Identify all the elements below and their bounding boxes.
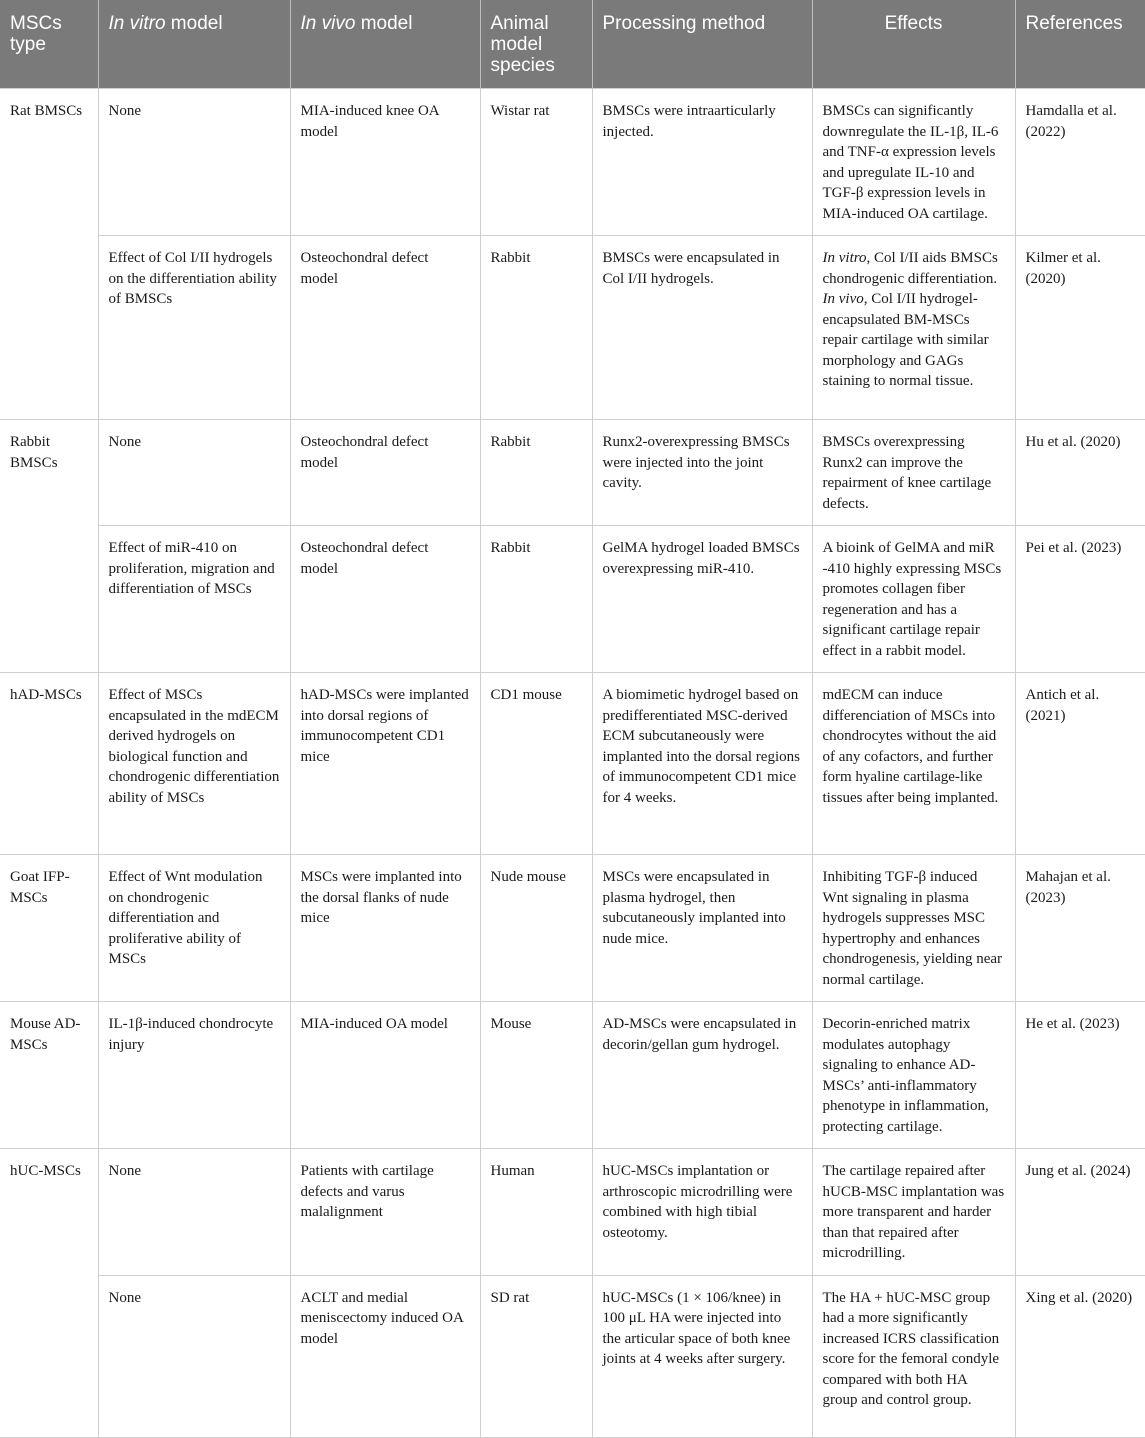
cell-method: MSCs were encapsulated in plasma hydrogel, then subcutaneously implanted into nude mice. (592, 855, 812, 1002)
cell-in-vitro: None (98, 420, 290, 526)
cell-in-vivo: MIA-induced OA model (290, 1002, 480, 1149)
cell-species: Rabbit (480, 236, 592, 420)
cell-method: A biomimetic hydrogel based on predifferentiated MSC-derived ECM subcutaneously were implanted into the dorsal regions of immunocompetent CD1 mice for 4 weeks. (592, 673, 812, 855)
cell-reference: He et al. (2023) (1015, 1002, 1145, 1149)
header-in-vitro-rest: model (165, 13, 223, 34)
cell-effects: BMSCs overexpressing Runx2 can improve the repairment of knee cartilage defects. (812, 420, 1015, 526)
cell-effects: BMSCs can significantly downregulate the IL-1β, IL-6 and TNF-α expression levels and upregulate IL-10 and TGF-β expression levels in MIA-induced OA cartilage. (812, 89, 1015, 236)
effects-in-vitro-paragraph (823, 248, 1005, 289)
header-row (0, 0, 1145, 89)
cell-method: hUC-MSCs implantation or arthroscopic microdrilling were combined with high tibial osteotomy. (592, 1149, 812, 1276)
cell-reference: Xing et al. (2020) (1015, 1275, 1145, 1437)
cell-msc-type: Rabbit BMSCs (0, 420, 98, 673)
cell-in-vitro: Effect of miR-410 on proliferation, migration and differentiation of MSCs (98, 526, 290, 673)
cell-in-vivo: Osteochondral defect model (290, 420, 480, 526)
cell-in-vitro: Effect of MSCs encapsulated in the mdECM derived hydrogels on biological function and chondrogenic differentiation ability of MSCs (98, 673, 290, 855)
cell-reference: Pei et al. (2023) (1015, 526, 1145, 673)
header-effects: Effects (812, 0, 1015, 89)
cell-species: CD1 mouse (480, 673, 592, 855)
cell-in-vivo: Osteochondral defect model (290, 236, 480, 420)
header-msc-type: MSCs type (0, 0, 98, 89)
cell-effects: A bioink of GelMA and miR -410 highly expressing MSCs promotes collagen fiber regeneration and has a significant cartilage repair effect in a rabbit model. (812, 526, 1015, 673)
cell-reference: Antich et al. (2021) (1015, 673, 1145, 855)
table-row (0, 673, 1145, 855)
cell-in-vivo: ACLT and medial meniscectomy induced OA model (290, 1275, 480, 1437)
cell-species: Rabbit (480, 526, 592, 673)
cell-reference: Hu et al. (2020) (1015, 420, 1145, 526)
table-row (0, 855, 1145, 1002)
cell-in-vivo: hAD-MSCs were implanted into dorsal regions of immunocompetent CD1 mice (290, 673, 480, 855)
header-in-vivo-rest: model (355, 13, 413, 34)
cell-effects: The HA + hUC-MSC group had a more significantly increased ICRS classification score for the femoral condyle compared with both HA group and control group. (812, 1275, 1015, 1437)
cell-reference: Kilmer et al. (2020) (1015, 236, 1145, 420)
table-row (0, 1002, 1145, 1149)
cell-in-vivo: MSCs were implanted into the dorsal flanks of nude mice (290, 855, 480, 1002)
cell-in-vivo: Patients with cartilage defects and varus malalignment (290, 1149, 480, 1276)
cell-in-vitro: Effect of Wnt modulation on chondrogenic differentiation and proliferative ability of MSCs (98, 855, 290, 1002)
effects-in-vivo-italic: In vivo (822, 291, 864, 307)
cell-reference: Hamdalla et al. (2022) (1015, 89, 1145, 236)
cell-in-vivo: MIA-induced knee OA model (290, 89, 480, 236)
cell-msc-type: Mouse AD-MSCs (0, 1002, 98, 1149)
cell-method: BMSCs were encapsulated in Col I/II hydrogels. (592, 236, 812, 420)
cell-species: Human (480, 1149, 592, 1276)
cell-effects: The cartilage repaired after hUCB-MSC implantation was more transparent and harder than that repaired after microdrilling. (812, 1149, 1015, 1276)
table-row (0, 1275, 1145, 1437)
table-body (0, 89, 1145, 1438)
cell-effects: mdECM can induce differenciation of MSCs into chondrocytes without the aid of any cofactors, and further form hyaline cartilage-like tissues after being implanted. (812, 673, 1015, 855)
cell-msc-type: Goat IFP-MSCs (0, 855, 98, 1002)
cell-method: GelMA hydrogel loaded BMSCs overexpressing miR-410. (592, 526, 812, 673)
cell-method: AD-MSCs were encapsulated in decorin/gellan gum hydrogel. (592, 1002, 812, 1149)
header-references: References (1015, 0, 1145, 89)
cell-effects: Decorin-enriched matrix modulates autophagy signaling to enhance AD-MSCs’ anti-inflammatory phenotype in inflammation, protecting cartilage. (812, 1002, 1015, 1149)
table-row (0, 89, 1145, 236)
header-in-vitro-italic: In vitro (108, 13, 166, 34)
table-row (0, 236, 1145, 420)
table-row (0, 420, 1145, 526)
header-processing-method: Processing method (592, 0, 812, 89)
cell-msc-type: Rat BMSCs (0, 89, 98, 420)
cell-method: BMSCs were intraarticularly injected. (592, 89, 812, 236)
cell-in-vitro: None (98, 1149, 290, 1276)
cell-in-vitro: None (98, 89, 290, 236)
effects-in-vitro-italic: In vitro (822, 250, 867, 266)
cell-species: Wistar rat (480, 89, 592, 236)
cell-species: Nude mouse (480, 855, 592, 1002)
cell-method: Runx2-overexpressing BMSCs were injected into the joint cavity. (592, 420, 812, 526)
table-row (0, 1149, 1145, 1276)
cell-in-vitro: IL-1β-induced chondrocyte injury (98, 1002, 290, 1149)
effects-in-vivo-text: , Col I/II hydrogel-encapsulated BM-MSCs repair cartilage with similar morphology and GAGs staining to normal tissue. (822, 291, 989, 389)
header-in-vitro-model (98, 0, 290, 89)
cell-method: hUC-MSCs (1 × 106/knee) in 100 μL HA were injected into the articular space of both knee joints at 4 weeks after surgery. (592, 1275, 812, 1437)
cell-reference: Jung et al. (2024) (1015, 1149, 1145, 1276)
cell-msc-type: hAD-MSCs (0, 673, 98, 855)
cell-in-vivo: Osteochondral defect model (290, 526, 480, 673)
cell-effects: Inhibiting TGF-β induced Wnt signaling in plasma hydrogels suppresses MSC hypertrophy and enhances chondrogenesis, yielding near normal cartilage. (812, 855, 1015, 1002)
header-in-vivo-model (290, 0, 480, 89)
cell-msc-type: hUC-MSCs (0, 1149, 98, 1438)
header-in-vivo-italic: In vivo (300, 13, 356, 34)
table-header (0, 0, 1145, 89)
table-row (0, 526, 1145, 673)
cell-in-vitro: Effect of Col I/II hydrogels on the differentiation ability of BMSCs (98, 236, 290, 420)
cell-reference: Mahajan et al. (2023) (1015, 855, 1145, 1002)
cell-species: SD rat (480, 1275, 592, 1437)
effects-in-vitro-text: , Col I/II aids BMSCs chondrogenic differentiation. (822, 250, 998, 287)
cell-effects (812, 236, 1015, 420)
cell-species: Mouse (480, 1002, 592, 1149)
effects-in-vivo-paragraph (823, 289, 1005, 392)
cell-species: Rabbit (480, 420, 592, 526)
cell-in-vitro: None (98, 1275, 290, 1437)
header-animal-species: Animal model species (480, 0, 592, 89)
